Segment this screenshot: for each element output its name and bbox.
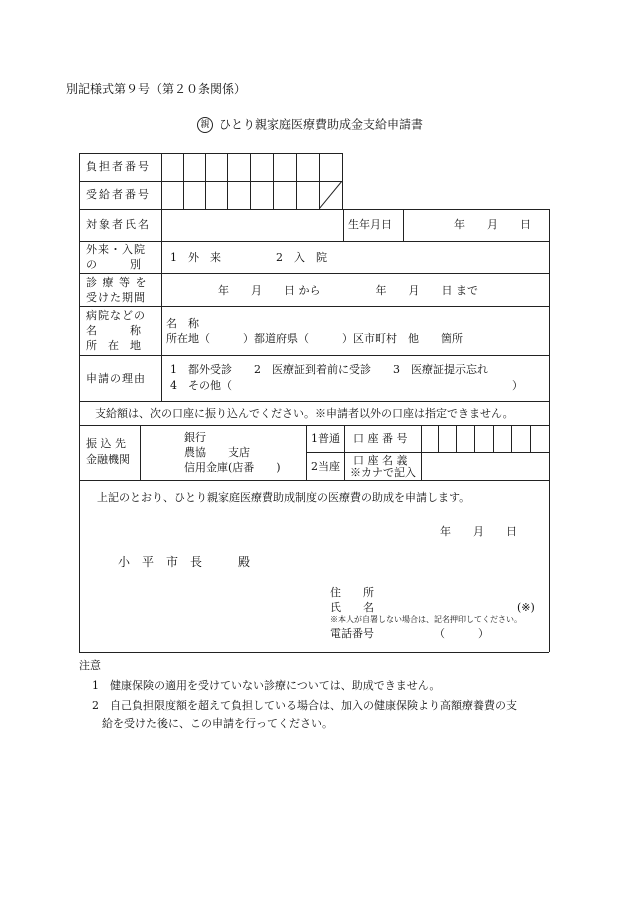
form-reference: 別記様式第９号（第２０条関係） [66, 82, 247, 96]
circle-mark: 親 [197, 117, 213, 133]
visit-type-label-1: 外来・入院 [86, 243, 146, 256]
note-2-line1: 2 自己負担限度額を超えて負担している場合は、加入の健康保険より高額療養費の支 [92, 699, 517, 712]
birth-date-label: 生年月日 [348, 218, 392, 231]
notes-title: 注意 [79, 659, 101, 672]
reason-close-paren: ） [512, 379, 523, 392]
title-text: ひとり親家庭医療費助成金支給申請書 [219, 117, 424, 132]
hospital-label-1: 病院などの [86, 309, 146, 322]
phone-label: 電話番号 [330, 627, 374, 640]
reason-label: 申請の理由 [86, 372, 146, 385]
bank-label-2: 金融機関 [86, 453, 130, 466]
reason-options-line1[interactable]: 1 都外受診 2 医療証到着前に受診 3 医療証提示忘れ [170, 363, 488, 376]
account-type-current[interactable]: 2当座 [311, 460, 340, 473]
period-value[interactable]: 年 月 日 から 年 月 日 まで [218, 284, 478, 297]
addressee: 小 平 市 長 殿 [118, 555, 251, 569]
account-name-label: 口 座 名 義 [353, 454, 408, 467]
hospital-label-2: 名 称 [86, 324, 141, 337]
note-1: 1 健康保険の適用を受けていない診療については、助成できません。 [92, 679, 441, 692]
period-label-2: 受けた期間 [86, 291, 146, 304]
hospital-name-field[interactable]: 名 称 [166, 317, 199, 330]
address-label: 住 所 [330, 586, 374, 599]
birth-date-value[interactable]: 年 月 日 [454, 218, 531, 231]
bank-label-1: 振 込 先 [86, 437, 126, 450]
bank-type-nokyo[interactable]: 農協 支店 [184, 446, 250, 459]
target-name-label: 対象者氏名 [86, 218, 151, 231]
account-type-ordinary[interactable]: 1普通 [311, 432, 340, 445]
burden-number-label: 負担者番号 [86, 160, 151, 173]
bank-notice: 支給額は、次の口座に振り込んでください。※申請者以外の口座は指定できません。 [95, 407, 514, 420]
seal-note: ※本人が自署しない場合は、記名押印してください。 [330, 615, 522, 624]
phone-paren[interactable]: （ ） [434, 627, 489, 640]
account-kana-note: ※カナで記入 [350, 466, 416, 479]
recipient-number-label: 受給者番号 [86, 188, 151, 201]
bank-type-shinkin[interactable]: 信用金庫(店番 ) [184, 461, 281, 474]
form-title [197, 117, 423, 133]
visit-type-options[interactable]: 1 外 来 2 入 院 [170, 251, 327, 264]
note-2-line2: 給を受けた後に、この申請を行ってください。 [102, 717, 333, 730]
bank-type-bank[interactable]: 銀行 [184, 431, 206, 444]
hospital-label-3: 所 在 地 [86, 339, 141, 352]
visit-type-label-2: の 別 [86, 258, 141, 271]
reason-options-line2[interactable]: 4 その他（ [170, 379, 232, 392]
period-label-1: 診 療 等 を [86, 276, 148, 289]
hospital-address-field[interactable]: 所在地（ ）都道府県（ ）区市町村 他 箇所 [166, 332, 463, 345]
declaration-text: 上記のとおり、ひとり親家庭医療費助成制度の医療費の助成を申請します。 [97, 491, 471, 504]
diagonal-slash [319, 181, 343, 209]
declaration-date[interactable]: 年 月 日 [440, 525, 517, 538]
seal-mark: (※) [517, 601, 535, 614]
name-label: 氏 名 [330, 601, 374, 614]
account-number-label: 口 座 番 号 [353, 432, 408, 445]
